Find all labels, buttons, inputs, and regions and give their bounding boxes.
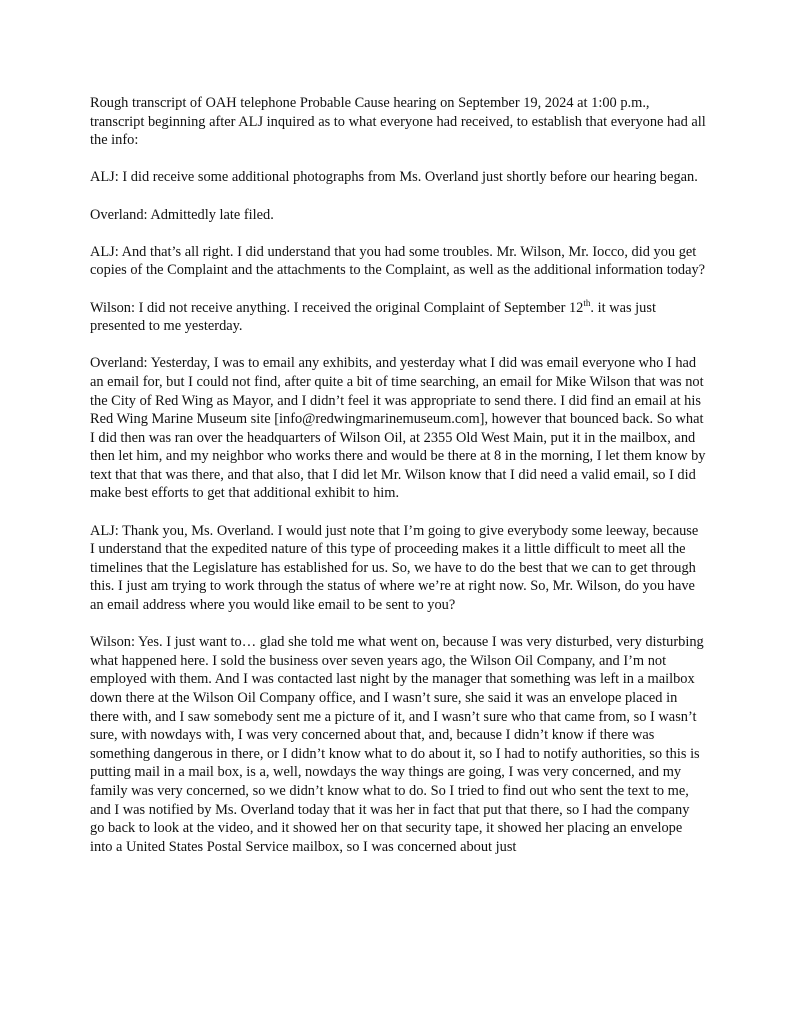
wilson-statement-2: Wilson: Yes. I just want to… glad she told me what went on, because I was very disturbed, very disturbing what happened here. I sold the business over seven years ago, the Wilson Oil Company, and I’m not employed with them. And I was contacted last night by the manager that something was left in a mailbox down there at the Wilson Oil Company office, and I wasn’t sure, she said it was an envelope placed in there with, and I saw somebody sent me a picture of it, and I wasn’t sure who that came from, so I wasn’t sure, with nowdays with, I was very concerned about that, and, because I didn’t know if there was something dangerous in there, or I didn’t know what to do about it, so I had to notify authorities, so this is putting mail in a mail box, is a, well, nowdays the way things are going, I was very concerned, and my family was very concerned, so we didn’t know what to do. So I tried to find out who sent the text to me, and I was notified by Ms. Overland today that it was her in fact that put that there, so I had the company go back to look at the video, and it showed her on that security tape, it showed her placing an envelope into a United States Postal Service mailbox, so I was concerned about just: [90, 634, 704, 855]
wilson-statement-1-text: Wilson: I did not receive anything. I received the original Complaint of September 12: [90, 299, 584, 316]
overland-statement-2: Overland: Yesterday, I was to email any exhibits, and yesterday what I did was email everyone who I had an email for, but I could not find, after quite a bit of time searching, an email for Mike Wilson that was not the City of Red Wing as Mayor, and I didn’t feel it was appropriate to send there. I did find an email at his Red Wing Marine Museum site [info@redwingmarinemuseum.com], however that bounced back. So what I did then was ran over the headquarters of Wilson Oil, at 2355 Old West Main, put it in the mailbox, and then let him, and my neighbor who works there and would be there at 8 in the morning, I let them know by text that that was there, and that also, that I did let Mr. Wilson know that I did need a valid email, so I did make best efforts to get that additional exhibit to him.: [90, 355, 706, 502]
wilson-statement-1: [90, 299, 706, 336]
overland-statement-1: Overland: Admittedly late filed.: [90, 206, 274, 223]
alj-statement-1: ALJ: I did receive some additional photographs from Ms. Overland just shortly before our hearing began.: [90, 169, 698, 186]
alj-statement-2: ALJ: And that’s all right. I did understand that you had some troubles. Mr. Wilson, Mr. Iocco, did you get copies of the Complaint and the attachments to the Complaint, as well as the additional information today?: [90, 243, 706, 279]
transcript-page: [90, 94, 706, 875]
wilson-statement-1-text-end: . it was just presented to me yesterday.: [90, 299, 656, 335]
ordinal-suffix: th: [583, 297, 591, 308]
alj-statement-3: ALJ: Thank you, Ms. Overland. I would just note that I’m going to give everybody some leeway, because I understand that the expedited nature of this type of proceeding makes it a little difficult to meet all the timelines that the Legislature has established for us. So, we have to do the best that we can to get through this. I just am trying to work through the status of where we’re at right now. So, Mr. Wilson, do you have an email address where you would like email to be sent to you?: [90, 522, 699, 614]
transcript-intro: Rough transcript of OAH telephone Probable Cause hearing on September 19, 2024 at 1:00 p.m., transcript beginning after ALJ inquired as to what everyone had received, to establish that everyone had all the info:: [90, 95, 706, 149]
